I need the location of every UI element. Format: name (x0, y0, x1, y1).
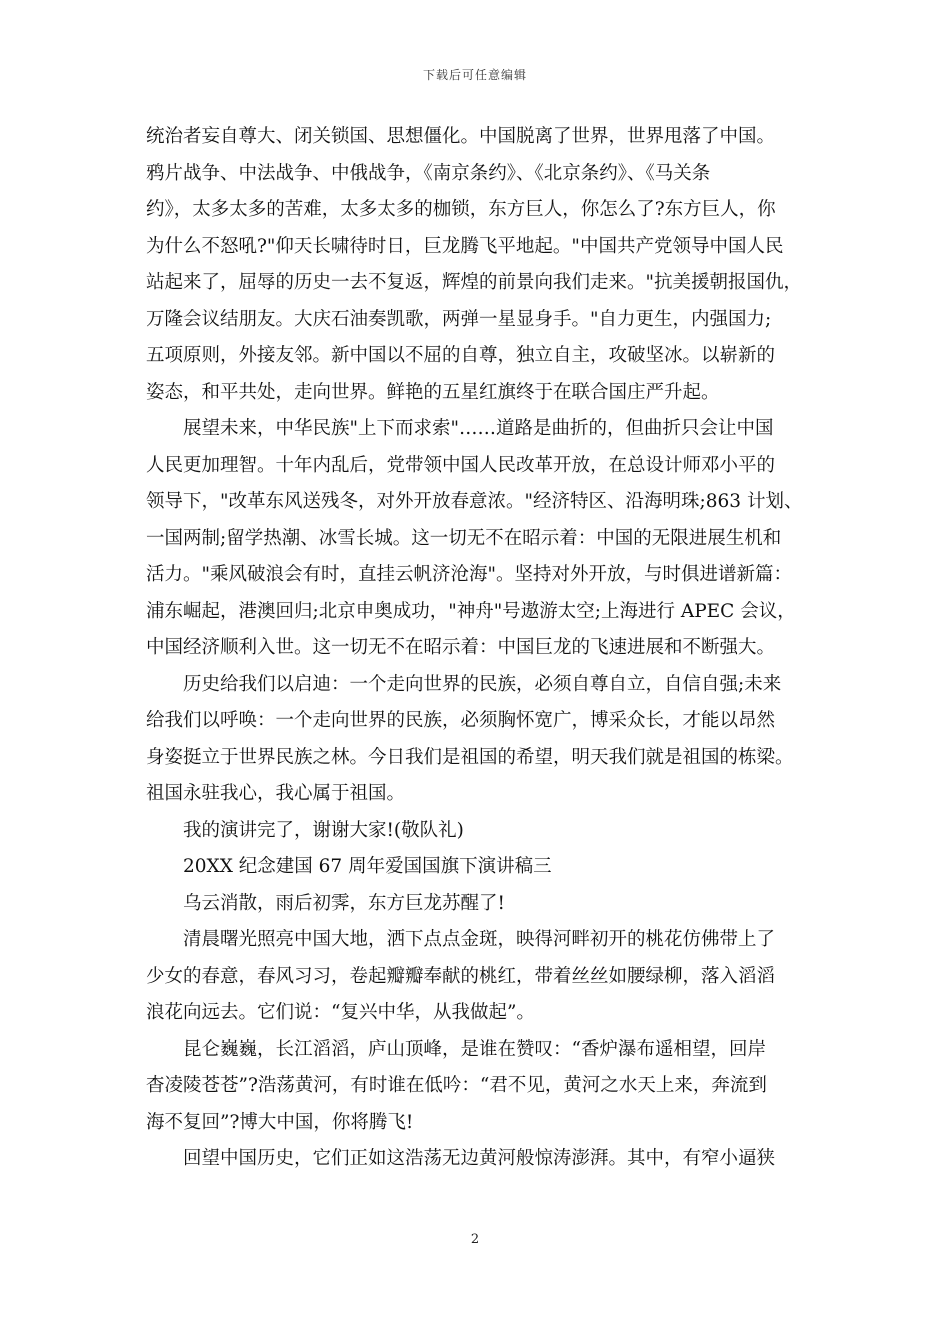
text-line: 杳凌陵苍苍”?浩荡黄河，有时谁在低吟：“君不见，黄河之水天上来，奔流到 (146, 1075, 767, 1096)
text-line: 领导下，"改革东风送残冬，对外开放春意浓。"经济特区、沿海明珠;863 计划、 (146, 491, 803, 512)
text-line: 约》，太多太多的苦难，太多太多的枷锁，东方巨人，你怎么了?东方巨人，你 (146, 199, 776, 220)
text-line: 身姿挺立于世界民族之林。今日我们是祖国的希望，明天我们就是祖国的栋梁。 (146, 746, 794, 768)
text-line: 一国两制;留学热潮、冰雪长城。这一切无不在昭示着：中国的无限进展生机和 (146, 527, 782, 549)
text-line: 万隆会议结朋友。大庆石油奏凯歌，两弹一星显身手。"自力更生，内强国力; (146, 308, 772, 330)
text-line: 我的演讲完了，谢谢大家!(敬队礼) (183, 819, 464, 841)
text-line: 浦东崛起，港澳回归;北京申奥成功，"神舟"号遨游太空;上海进行 APEC 会议， (146, 600, 796, 622)
page-number: 2 (470, 1232, 480, 1247)
text-line: 活力。"乘风破浪会有时，直挂云帆济沧海"。坚持对外开放，与时俱进谱新篇： (146, 564, 793, 585)
text-line: 中国经济顺利入世。这一切无不在昭示着：中国巨龙的飞速进展和不断强大。 (146, 637, 776, 658)
text-line: 站起来了，屈辱的历史一去不复返，辉煌的前景向我们走来。"抗美援朝报国仇， (146, 272, 803, 293)
text-line: 海不复回”?博大中国，你将腾飞! (146, 1111, 414, 1133)
text-line: 统治者妄自尊大、闭关锁国、思想僵化。中国脱离了世界，世界甩落了中国。 (146, 126, 776, 147)
text-line: 展望未来，中华民族"上下而求索"……道路是曲折的，但曲折只会让中国 (183, 418, 774, 439)
text-line: 历史给我们以启迪：一个走向世界的民族，必须自尊自立，自信自强;未来 (183, 673, 782, 695)
text-line: 为什么不怒吼?"仰天长啸待时日，巨龙腾飞平地起。"中国共产党领导中国人民 (146, 235, 784, 257)
text-line: 清晨曙光照亮中国大地，洒下点点金斑，映得河畔初开的桃花仿佛带上了 (183, 929, 776, 950)
text-line: 鸦片战争、中法战争、中俄战争，《南京条约》、《北京条约》、《马关条 (146, 162, 711, 184)
document-body (146, 119, 810, 1178)
text-line: 20XX 纪念建国 67 周年爱国国旗下演讲稿三 (183, 856, 552, 877)
text-line: 少女的春意，春风习习，卷起瓣瓣奉献的桃红，带着丝丝如腰绿柳，落入滔滔 (146, 965, 776, 987)
text-line: 给我们以呼唤：一个走向世界的民族，必须胸怀宽广，博采众长，才能以昂然 (146, 710, 776, 731)
text-line: 五项原则，外接友邻。新中国以不屈的自尊，独立自主，攻破坚冰。以崭新的 (146, 345, 776, 366)
text-line: 浪花向远去。它们说：“复兴中华，从我做起”。 (146, 1002, 535, 1023)
page-header: 下载后可任意编辑 (422, 68, 527, 82)
text-line: 祖国永驻我心，我心属于祖国。 (146, 783, 406, 804)
text-line: 姿态，和平共处，走向世界。鲜艳的五星红旗终于在联合国庄严升起。 (146, 381, 720, 403)
text-line: 回望中国历史，它们正如这浩荡无边黄河般惊涛澎湃。其中，有窄小逼狭 (183, 1148, 776, 1169)
text-line: 昆仑巍巍，长江滔滔，庐山顶峰，是谁在赞叹：“香炉瀑布遥相望，回岸 (183, 1038, 766, 1060)
text-line: 乌云消散，雨后初霁，东方巨龙苏醒了! (183, 892, 505, 914)
text-line: 人民更加理智。十年内乱后，党带领中国人民改革开放，在总设计师邓小平的 (146, 454, 776, 476)
